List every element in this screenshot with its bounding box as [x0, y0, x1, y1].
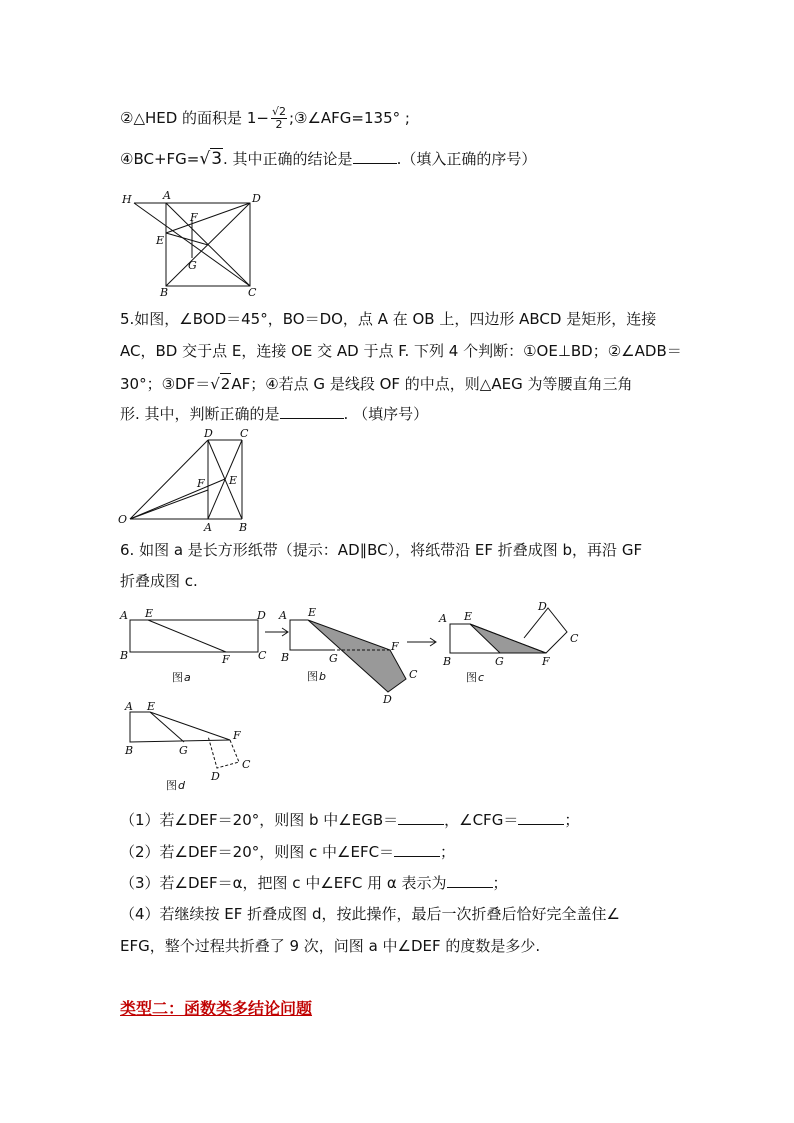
q4-answer-blank[interactable] — [353, 149, 397, 164]
q5-line-3: 30°；③DF＝√2AF；④若点 G 是线段 OF 的中点，则△AEG 为等腰直角三角 — [120, 375, 633, 393]
q4-line1-text-a: ②△HED 的面积是 1− — [120, 109, 269, 127]
section-heading: 类型二：函数类多结论问题 — [120, 999, 313, 1018]
fig-a-caption-1: 图 — [172, 671, 183, 684]
fig-c-label-d: D — [538, 600, 547, 613]
q6-line-2: 折叠成图 c. — [120, 572, 198, 590]
q4-label-f: F — [190, 211, 198, 224]
q6-p1-blank-2[interactable] — [518, 810, 564, 825]
q6-p3-blank[interactable] — [447, 873, 493, 888]
fig-b-label-g: G — [329, 652, 338, 665]
q5-line-4 — [120, 404, 428, 424]
q5-label-f: F — [197, 477, 205, 490]
q6-p2-blank[interactable] — [394, 842, 440, 857]
q6-p1-text-c: ； — [564, 811, 580, 829]
q4-frac-num: √2 — [271, 105, 286, 118]
fig-c-label-g: G — [495, 655, 504, 668]
fig-c-caption-1: 图 — [466, 671, 477, 684]
fig-d-label-c: C — [242, 758, 251, 771]
q4-line1-text-b: ;③∠AFG=135° ; — [288, 109, 410, 127]
q4-label-b: B — [160, 286, 169, 299]
q5-label-b: B — [239, 521, 248, 534]
q6-part-4-line-1: （4）若继续按 EF 折叠成图 d，按此操作，最后一次折叠后恰好完全盖住∠ — [120, 905, 620, 923]
fig-a-label-b: B — [120, 649, 129, 662]
fig-d-label-a: A — [125, 700, 133, 713]
q5-line3-text-b: AF；④若点 G 是线段 OF 的中点，则△AEG 为等腰直角三角 — [231, 375, 633, 393]
q6-line-1: 6. 如图 a 是长方形纸带（提示：AD∥BC），将纸带沿 EF 折叠成图 b，再沿 GF — [120, 541, 643, 559]
q6-part-2 — [120, 842, 455, 862]
q4-line2-text-c: .（填入正确的序号） — [396, 150, 537, 168]
q4-line2-text-a: ④BC+FG= — [120, 150, 200, 168]
fig-d-label-g: G — [179, 744, 188, 757]
fig-a-caption-2: a — [184, 671, 191, 684]
fig-d-label-e: E — [147, 700, 156, 713]
q4-figure — [118, 189, 261, 300]
q4-fraction — [271, 106, 287, 131]
q6-p1-blank-1[interactable] — [398, 810, 444, 825]
q5-line-1: 5.如图，∠BOD＝45°，BO＝DO，点 A 在 OB 上，四边形 ABCD 是矩形，连接 — [120, 310, 657, 328]
q5-line3-text-a: 30°；③DF＝ — [120, 375, 211, 393]
fig-c-label-a: A — [439, 612, 447, 625]
q6-part-4-line-2: EFG，整个过程共折叠了 9 次，问图 a 中∠DEF 的度数是多少. — [120, 937, 541, 955]
q6-p2-text-a: （2）若∠DEF＝20°，则图 c 中∠EFC＝ — [120, 843, 395, 861]
fig-b-label-d: D — [383, 693, 392, 706]
q5-line4-text-b: . （填序号） — [343, 405, 429, 423]
fig-a-label-a: A — [120, 609, 128, 622]
fig-d-label-f: F — [233, 729, 241, 742]
q5-label-c: C — [240, 427, 249, 440]
fig-c-caption-2: c — [478, 671, 485, 684]
fig-d-label-b: B — [125, 744, 134, 757]
q4-frac-den: 2 — [275, 118, 283, 131]
q4-line2-text-b: . 其中正确的结论是 — [223, 150, 353, 168]
fig-a-label-c: C — [258, 649, 267, 662]
q4-label-c: C — [248, 286, 257, 299]
q6-figure-c — [438, 596, 598, 686]
fig-b-label-f: F — [391, 640, 399, 653]
fig-b-label-e: E — [308, 606, 317, 619]
q6-p1-text-b: ，∠CFG＝ — [444, 811, 519, 829]
q5-line-2: AC，BD 交于点 E，连接 OE 交 AD 于点 F. 下列 4 个判断：①OE⊥BD；②∠ADB＝ — [120, 342, 682, 360]
q4-line-2: ④BC+FG=√3. 其中正确的结论是 .（填入正确的序号） — [120, 149, 537, 169]
q6-figure-b — [278, 604, 428, 704]
fig-d-caption-1: 图 — [166, 779, 177, 792]
q6-p3-text-a: （3）若∠DEF＝α，把图 c 中∠EFC 用 α 表示为 — [120, 874, 447, 892]
q5-label-a: A — [204, 521, 212, 534]
q4-label-d: D — [252, 192, 261, 205]
q6-figure-d — [118, 696, 268, 796]
q4-label-g: G — [188, 259, 197, 272]
q4-label-e: E — [156, 234, 165, 247]
q5-label-e: E — [229, 474, 238, 487]
q5-answer-blank[interactable] — [280, 404, 344, 419]
q6-p1-text-a: （1）若∠DEF＝20°，则图 b 中∠EGB＝ — [120, 811, 399, 829]
q4-label-h: H — [122, 193, 132, 206]
fig-b-label-c: C — [409, 668, 418, 681]
q6-part-1 — [120, 810, 579, 830]
q5-sqrt-value: 2 — [220, 375, 231, 393]
q6-part-3 — [120, 873, 508, 893]
q6-p3-text-b: ； — [492, 874, 508, 892]
fig-b-caption-1: 图 — [307, 670, 318, 683]
fig-c-label-f: F — [542, 655, 550, 668]
fig-a-label-d: D — [257, 609, 266, 622]
q5-line4-text-a: 形. 其中，判断正确的是 — [120, 405, 280, 423]
fig-c-label-e: E — [464, 610, 473, 623]
q4-sqrt-value: 3 — [211, 149, 223, 169]
q5-label-o: O — [118, 513, 128, 526]
fig-d-caption-2: d — [178, 779, 185, 792]
fig-b-caption-2: b — [319, 670, 326, 683]
q5-figure — [118, 428, 268, 538]
fig-b-label-a: A — [279, 609, 287, 622]
fig-a-label-e: E — [145, 607, 154, 620]
q6-p2-text-b: ； — [440, 843, 456, 861]
fig-c-label-c: C — [570, 632, 579, 645]
q4-label-a: A — [163, 189, 171, 202]
fig-a-label-f: F — [222, 653, 230, 666]
fig-c-label-b: B — [443, 655, 452, 668]
q4-line-1 — [120, 106, 410, 131]
fig-b-label-b: B — [281, 651, 290, 664]
q5-label-d: D — [204, 427, 213, 440]
fig-d-label-d: D — [211, 770, 220, 783]
arrow-b-to-c — [405, 636, 441, 648]
q6-figure-a — [118, 604, 268, 684]
